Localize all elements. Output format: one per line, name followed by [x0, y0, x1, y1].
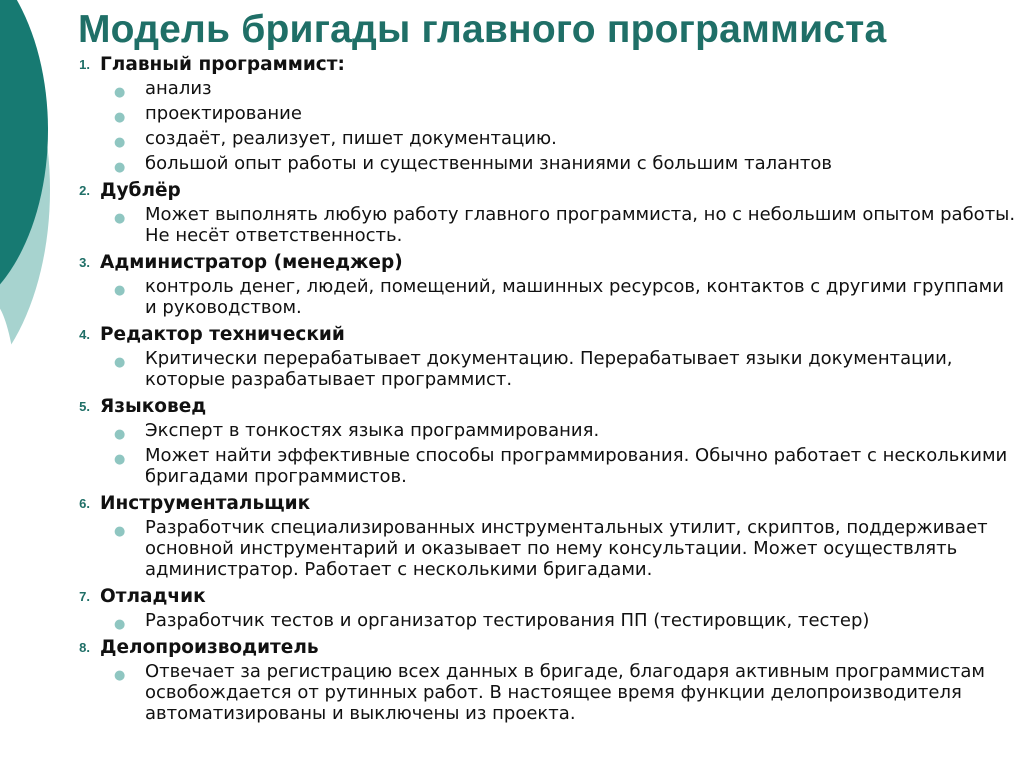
- bullet-icon: ●: [114, 283, 126, 298]
- item-heading: Администратор (менеджер): [100, 252, 403, 273]
- item-number: 6.: [79, 496, 90, 511]
- sub-list-item: [114, 78, 1020, 103]
- bullet-icon: ●: [114, 211, 126, 226]
- sub-item-text: Разработчик тестов и организатор тестирования ПП (тестировщик, тестер): [145, 610, 870, 631]
- list-item: [60, 52, 1020, 178]
- item-number: 8.: [79, 640, 90, 655]
- list-item: [60, 394, 1020, 491]
- sub-list-item: [114, 276, 1020, 322]
- sub-item-text: Разработчик специализированных инструментальных утилит, скриптов, поддерживает основной инструментарий и оказывает по нему консультации. Может осуществлять администратор. Работает с несколькими бригадами.: [145, 517, 988, 580]
- sub-item-text: Критически перерабатывает документацию. Перерабатывает языки документации, которые разрабатывает программист.: [145, 348, 953, 390]
- slide-title: Модель бригады главного программиста: [78, 8, 887, 51]
- sub-item-text: Отвечает за регистрацию всех данных в бригаде, благодаря активным программистам освобождается от рутинных работ. В настоящее время функции делопроизводителя автоматизированы и выключены из проекта.: [145, 661, 985, 724]
- bullet-icon: ●: [114, 135, 126, 150]
- item-heading: Инструментальщик: [100, 493, 311, 514]
- item-number: 3.: [79, 255, 90, 270]
- sub-item-text: контроль денег, людей, помещений, машинных ресурсов, контактов с другими группами и руководством.: [145, 276, 1004, 318]
- list-item: [60, 635, 1020, 728]
- item-number: 2.: [79, 183, 90, 198]
- list-item: [60, 178, 1020, 250]
- sub-list-item: [114, 204, 1020, 250]
- sub-list-item: [114, 103, 1020, 128]
- sub-list-item: [114, 610, 1020, 635]
- list-item: [60, 584, 1020, 635]
- numbered-list: [60, 52, 1020, 728]
- sub-item-text: анализ: [145, 78, 212, 99]
- sub-list: [60, 276, 1020, 322]
- bullet-icon: ●: [114, 617, 126, 632]
- sub-list: [60, 204, 1020, 250]
- sub-list-item: [114, 348, 1020, 394]
- bullet-icon: ●: [114, 427, 126, 442]
- bullet-icon: ●: [114, 110, 126, 125]
- list-item: [60, 250, 1020, 322]
- item-number: 5.: [79, 399, 90, 414]
- list-item: [60, 322, 1020, 394]
- sub-list: [60, 610, 1020, 635]
- item-number: 4.: [79, 327, 90, 342]
- sub-list-item: [114, 445, 1020, 491]
- sub-list: [60, 78, 1020, 178]
- sub-item-text: создаёт, реализует, пишет документацию.: [145, 128, 557, 149]
- item-heading: Делопроизводитель: [100, 637, 319, 658]
- sub-item-text: Может найти эффективные способы программирования. Обычно работает с несколькими бригадами программистов.: [145, 445, 1008, 487]
- sub-item-text: проектирование: [145, 103, 302, 124]
- item-number: 7.: [79, 589, 90, 604]
- list-item: [60, 491, 1020, 584]
- sub-list-item: [114, 420, 1020, 445]
- sub-list: [60, 517, 1020, 584]
- item-heading: Отладчик: [100, 586, 206, 607]
- sub-list-item: [114, 128, 1020, 153]
- item-heading: Главный программист:: [100, 54, 345, 75]
- bullet-icon: ●: [114, 160, 126, 175]
- item-heading: Редактор технический: [100, 324, 345, 345]
- sub-item-text: Может выполнять любую работу главного программиста, но с небольшим опытом работы. Не несёт ответственность.: [145, 204, 1016, 246]
- sub-list: [60, 348, 1020, 394]
- sub-item-text: Эксперт в тонкостях языка программирования.: [145, 420, 600, 441]
- item-heading: Дублёр: [100, 180, 181, 201]
- item-number: 1.: [79, 57, 90, 72]
- sub-list-item: [114, 153, 1020, 178]
- sub-list-item: [114, 661, 1020, 728]
- bullet-icon: ●: [114, 668, 126, 683]
- item-heading: Языковед: [100, 396, 207, 417]
- decorative-cutout: [0, 300, 20, 600]
- decorative-side-shape: [0, 0, 60, 767]
- bullet-icon: ●: [114, 452, 126, 467]
- bullet-icon: ●: [114, 355, 126, 370]
- sub-list: [60, 661, 1020, 728]
- bullet-icon: ●: [114, 524, 126, 539]
- sub-list-item: [114, 517, 1020, 584]
- sub-item-text: большой опыт работы и существенными знаниями с большим талантов: [145, 153, 833, 174]
- bullet-icon: ●: [114, 85, 126, 100]
- sub-list: [60, 420, 1020, 491]
